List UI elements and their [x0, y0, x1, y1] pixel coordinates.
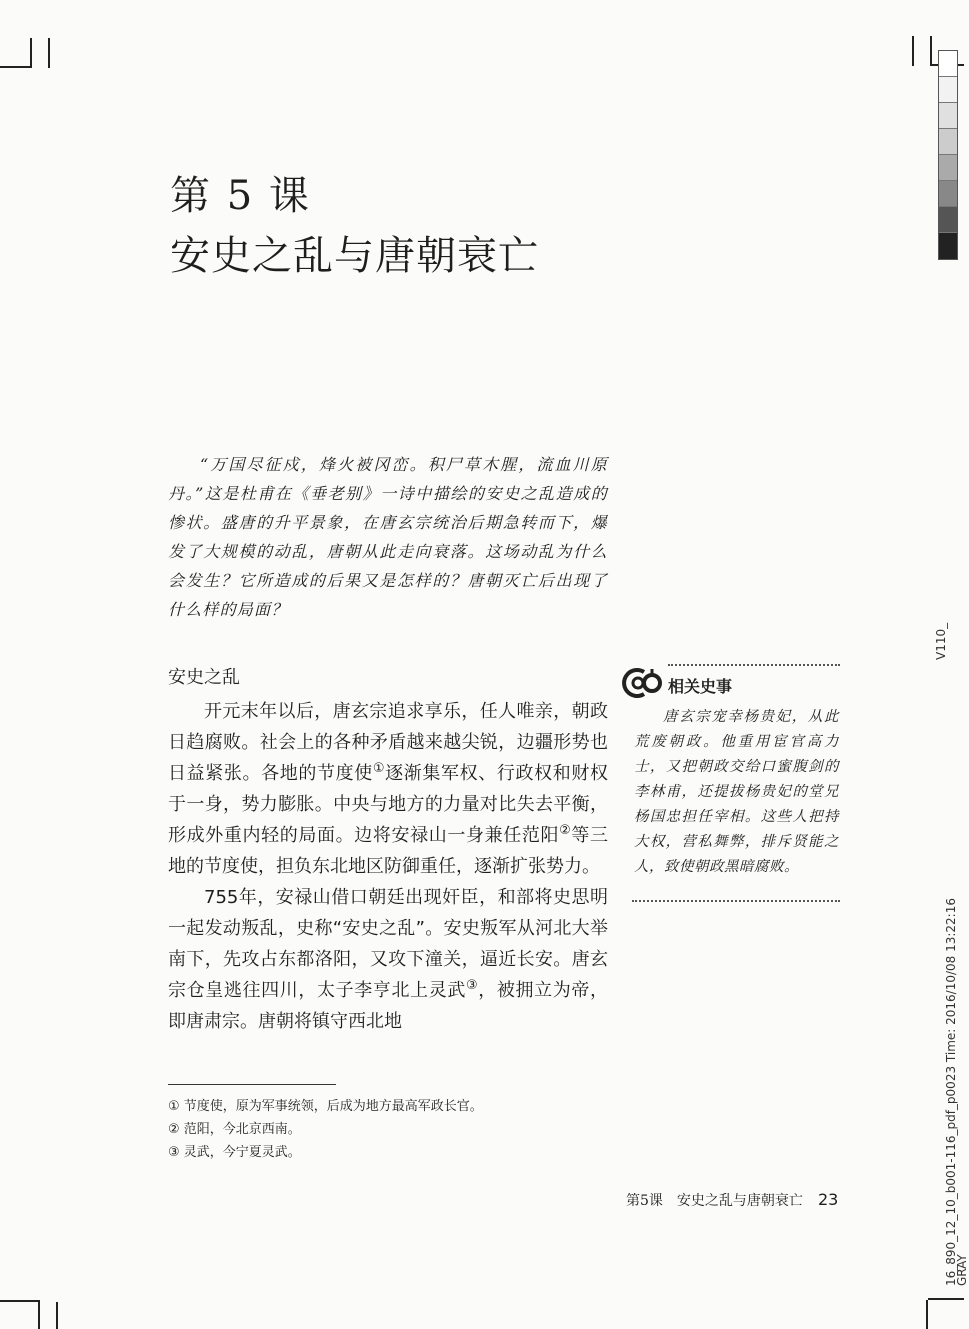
footnote: ① 节度使，原为军事统领，后成为地方最高军政长官。: [168, 1099, 483, 1114]
sidebar-paragraph: 唐玄宗宠幸杨贵妃，从此荒废朝政。他重用宦官高力士，又把朝政交给口蜜腹剑的李林甫，还提拔杨贵妃的堂兄杨国忠担任宰相。这些人把持大权，营私舞弊，排斥贤能之人，致使朝政黑暗腐败。: [634, 709, 839, 875]
footnote-ref[interactable]: ①: [372, 761, 386, 776]
footnote: ② 范阳，今北京西南。: [168, 1122, 301, 1137]
sidebar-bottom-border: [632, 900, 840, 902]
crop-mark: [928, 1298, 964, 1300]
footnote-ref[interactable]: ②: [559, 823, 572, 838]
sidebar-top-border: [668, 664, 840, 666]
footnote: ③ 灵武，今宁夏灵武。: [168, 1145, 301, 1160]
crop-mark: [0, 66, 32, 68]
gray-scale-strip: [938, 50, 958, 260]
body-text: [168, 696, 608, 1037]
footnotes: [168, 1095, 483, 1164]
intro-paragraph: [168, 450, 608, 624]
sidebar-text: [634, 705, 839, 880]
body-paragraph: 755年，安禄山借口朝廷出现奸臣，和部将史思明一起发动叛乱，史称“安史之乱”。安史叛军从河北大举南下，先攻占东都洛阳，又攻下潼关，逼近长安。唐玄宗仓皇逃往四川，太子李亨北上灵武③，被拥立为帝，即唐肃宗。唐朝将镇守西北地: [168, 887, 609, 1032]
crop-mark: [0, 1300, 40, 1302]
crop-mark: [912, 36, 914, 66]
file-info-label: 16_890_12_10_b001-116_pdf_p0023 Time: 2016/10/08 13:22:16: [944, 898, 958, 1286]
crop-mark: [48, 38, 50, 68]
crop-mark: [56, 1302, 58, 1329]
version-label: V110_: [934, 622, 948, 660]
page-number: 23: [818, 1190, 839, 1209]
intro-text: “万国尽征戍，烽火被冈峦。积尸草木腥，流血川原丹。”这是杜甫在《垂老别》一诗中描绘的安史之乱造成的惨状。盛唐的升平景象，在唐玄宗统治后期急转而下，爆发了大规模的动乱，唐朝从此走向衰落。这场动乱为什么会发生？它所造成的后果又是怎样的？唐朝灭亡后出现了什么样的局面？: [168, 455, 608, 619]
lesson-title: 安史之乱与唐朝衰亡: [170, 233, 539, 279]
body-paragraph: 开元末年以后，唐玄宗追求享乐，任人唯亲，朝政日趋腐败。社会上的各种矛盾越来越尖锐，边疆形势也日益紧张。各地的节度使①逐渐集军权、行政权和财权于一身，势力膨胀。中央与地方的力量对比失去平衡，形成外重内轻的局面。边将安禄山一身兼任范阳②等三地的节度使，担负东北地区防御重任，逐渐扩张势力。: [168, 701, 609, 877]
crop-mark: [30, 38, 32, 68]
footnote-divider: [168, 1084, 336, 1085]
section-heading: 安史之乱: [168, 667, 240, 688]
sidebar-title: 相关史事: [668, 677, 733, 696]
crop-mark: [38, 1302, 40, 1329]
related-history-icon: [622, 664, 664, 700]
lesson-number: 第 5 课: [170, 173, 311, 219]
crop-mark: [930, 36, 932, 66]
crop-mark: [926, 1300, 928, 1329]
gray-label: GRAY: [955, 1254, 969, 1286]
footnote-ref[interactable]: ③: [465, 978, 479, 993]
running-head: 第5课 安史之乱与唐朝衰亡: [626, 1193, 803, 1209]
